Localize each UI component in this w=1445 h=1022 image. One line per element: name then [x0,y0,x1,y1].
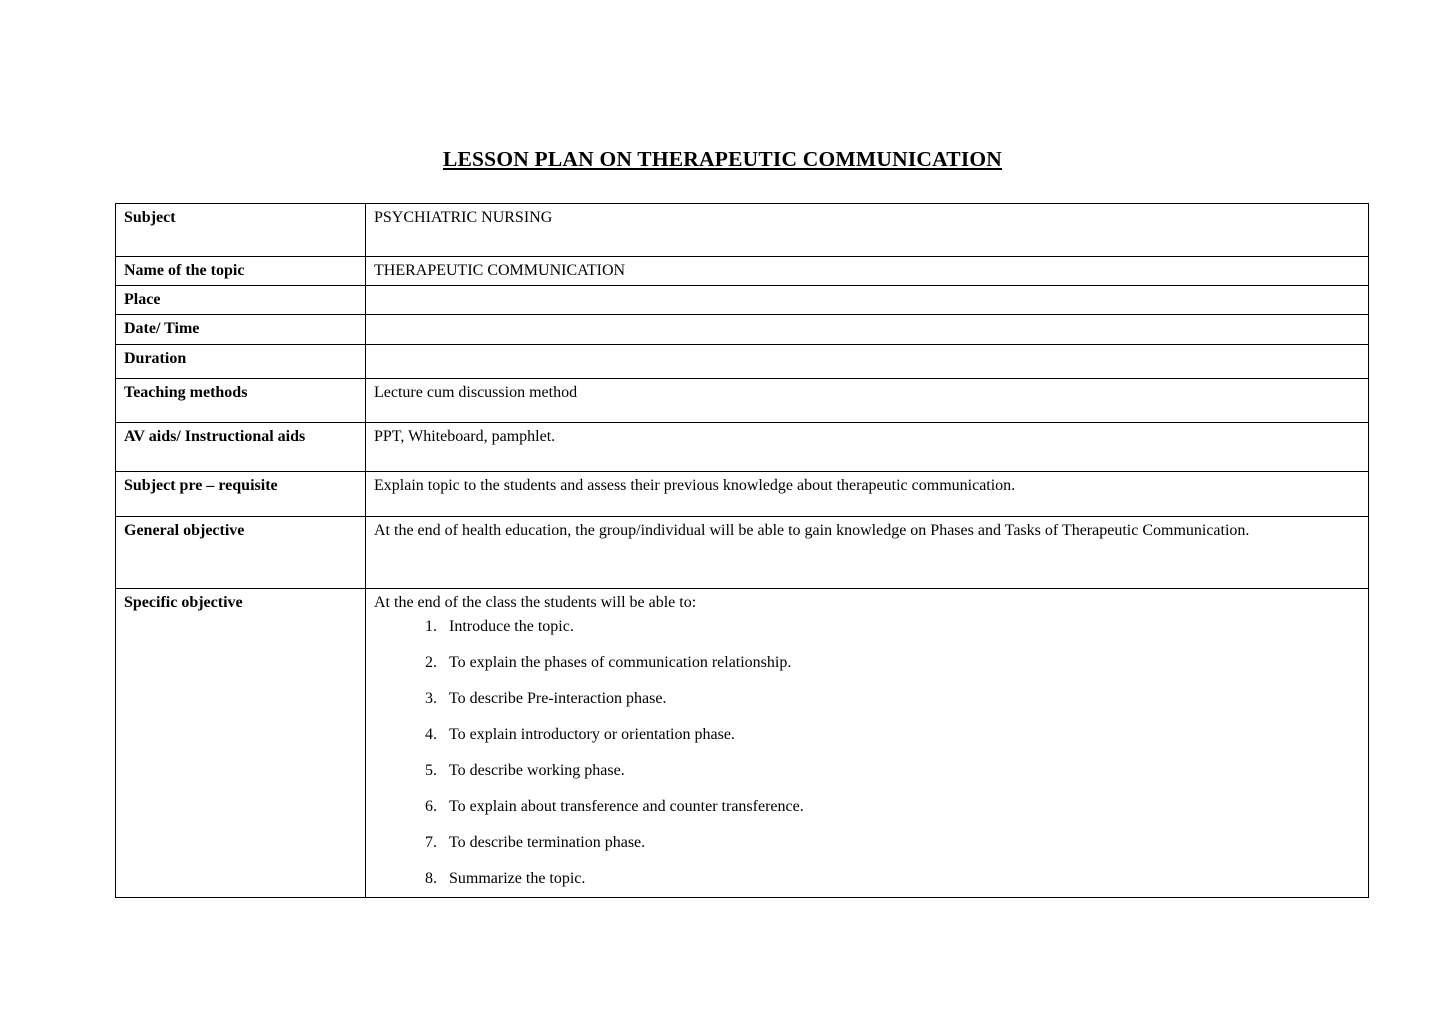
row-value-subject [366,204,1369,257]
table-row [116,472,1369,517]
row-label-text: Subject pre – requisite [124,477,278,494]
row-label-date-time [116,315,366,345]
objective-item: 4. To explain introductory or orientation phase. [441,724,1359,746]
row-value-place [366,286,1369,315]
row-value-topic-name [366,257,1369,286]
row-label-topic-name [116,257,366,286]
lesson-plan-table [115,203,1369,898]
row-value-text: THERAPEUTIC COMMUNICATION [374,262,626,279]
row-value-text: Lecture cum discussion method [374,384,578,401]
row-value-teaching-methods [366,379,1369,423]
specific-objective-list [374,616,1359,890]
table-row [116,379,1369,423]
row-value-av-aids [366,423,1369,472]
row-label-text: Duration [124,350,187,367]
specific-objective-intro: At the end of the class the students will be able to: [374,594,697,611]
row-label-text: General objective [124,522,245,539]
row-label-av-aids [116,423,366,472]
row-label-subject-prerequisite [116,472,366,517]
row-label-general-objective [116,517,366,589]
objective-item: 6. To explain about transference and counter transference. [441,796,1359,818]
row-label-text: Place [124,291,161,308]
table-row [116,315,1369,345]
table-row [116,589,1369,898]
row-label-specific-objective [116,589,366,898]
row-label-text: Name of the topic [124,262,245,279]
objective-item: 2. To explain the phases of communication relationship. [441,652,1359,674]
row-value-text: PSYCHIATRIC NURSING [374,209,553,226]
row-value-date-time [366,315,1369,345]
table-row [116,286,1369,315]
row-value-text: PPT, Whiteboard, pamphlet. [374,428,556,445]
objective-item: 7. To describe termination phase. [441,832,1359,854]
objective-item: 5. To describe working phase. [441,760,1359,782]
row-label-text: Date/ Time [124,320,200,337]
row-value-text: Explain topic to the students and assess their previous knowledge about therapeutic communication. [374,477,1016,494]
objective-item: 8. Summarize the topic. [441,868,1359,890]
row-value-specific-objective [366,589,1369,898]
row-label-subject [116,204,366,257]
row-value-general-objective [366,517,1369,589]
table-row [116,345,1369,379]
row-value-duration [366,345,1369,379]
table-row [116,423,1369,472]
page-title: LESSON PLAN ON THERAPEUTIC COMMUNICATION [442,147,1003,171]
row-label-place [116,286,366,315]
row-label-text: Subject [124,209,176,226]
objective-item: 3. To describe Pre-interaction phase. [441,688,1359,710]
row-label-text: AV aids/ Instructional aids [124,428,306,445]
table-row [116,257,1369,286]
row-value-text: At the end of health education, the group/individual will be able to gain knowledge on Phases and Tasks of Therapeutic Communication. [374,522,1250,539]
row-value-subject-prerequisite [366,472,1369,517]
row-label-duration [116,345,366,379]
row-label-text: Teaching methods [124,384,248,401]
row-label-teaching-methods [116,379,366,423]
row-label-text: Specific objective [124,594,243,611]
objective-item: 1. Introduce the topic. [441,616,1359,638]
table-row [116,517,1369,589]
table-row [116,204,1369,257]
